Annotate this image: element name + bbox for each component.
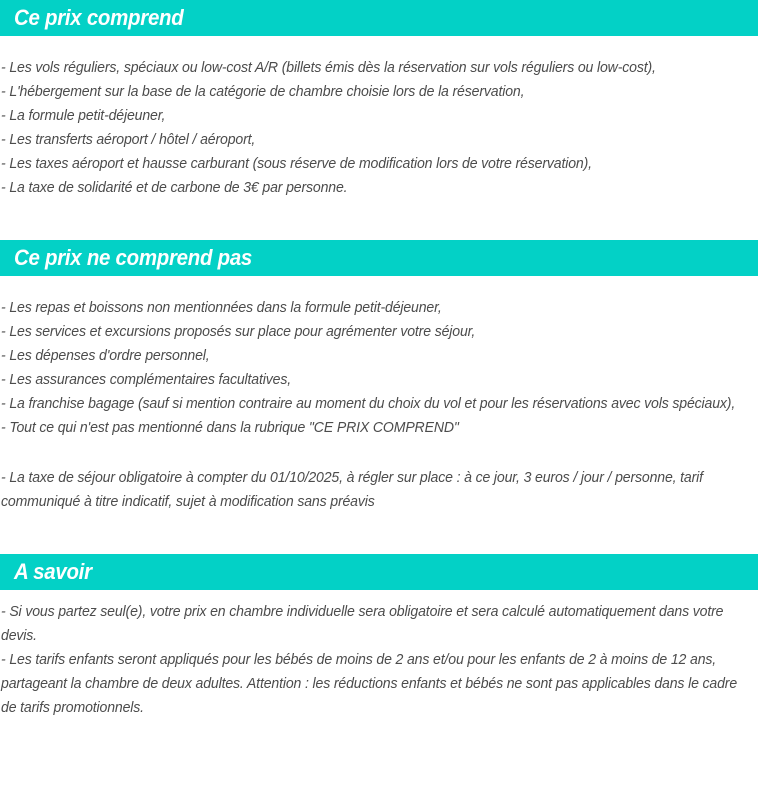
list-item: - La franchise bagage (sauf si mention contraire au moment du choix du vol et pour les réservations avec vols spéciaux), — [1, 396, 736, 412]
section-body-ce-prix-comprend — [0, 56, 758, 200]
paragraph-tarifs-enfants: - Les tarifs enfants seront appliqués pour les bébés de moins de 2 ans et/ou pour les enfants de 2 à moins de 12 ans, partageant la chambre de deux adultes. Attention : les réductions enfants et bébés ne sont pas applicables dans le cadre de tarifs promotionnels. — [1, 652, 738, 716]
list-item: - L'hébergement sur la base de la catégorie de chambre choisie lors de la réservation, — [1, 84, 525, 100]
list-item: - Les services et excursions proposés sur place pour agrémenter votre séjour, — [1, 324, 476, 340]
section-title: Ce prix ne comprend pas — [14, 245, 253, 270]
section-body-ce-prix-ne-comprend-pas — [0, 296, 758, 514]
section-title: A savoir — [14, 559, 92, 584]
list-item: - La formule petit-déjeuner, — [1, 108, 166, 124]
paragraph-chambre-individuelle: - Si vous partez seul(e), votre prix en chambre individuelle sera obligatoire et sera calculé automatiquement dans votre devis. — [1, 604, 724, 644]
list-item: - Les repas et boissons non mentionnées dans la formule petit-déjeuner, — [1, 300, 442, 316]
list-item: - Les taxes aéroport et hausse carburant (sous réserve de modification lors de votre réservation), — [1, 156, 592, 172]
section-title: Ce prix comprend — [14, 5, 184, 30]
section-header-a-savoir — [0, 554, 758, 590]
section-body-a-savoir — [0, 600, 758, 720]
list-item: - Les vols réguliers, spéciaux ou low-cost A/R (billets émis dès la réservation sur vols réguliers ou low-cost), — [1, 60, 656, 76]
spacer — [0, 200, 758, 240]
spacer — [0, 514, 758, 554]
list-item: - La taxe de solidarité et de carbone de 3€ par personne. — [1, 180, 348, 196]
list-item: - Les dépenses d'ordre personnel, — [1, 348, 210, 364]
section-header-ce-prix-comprend — [0, 0, 758, 36]
list-item: - Les transferts aéroport / hôtel / aéroport, — [1, 132, 256, 148]
section-header-ce-prix-ne-comprend-pas — [0, 240, 758, 276]
list-item: - Les assurances complémentaires facultatives, — [1, 372, 292, 388]
paragraph-taxe-sejour: - La taxe de séjour obligatoire à compter du 01/10/2025, à régler sur place : à ce jour, 3 euros / jour / personne, tarif communiqué à titre indicatif, sujet à modification sans préavis — [1, 470, 703, 510]
list-item: - Tout ce qui n'est pas mentionné dans la rubrique "CE PRIX COMPREND" — [1, 420, 459, 436]
spacer — [1, 440, 756, 466]
